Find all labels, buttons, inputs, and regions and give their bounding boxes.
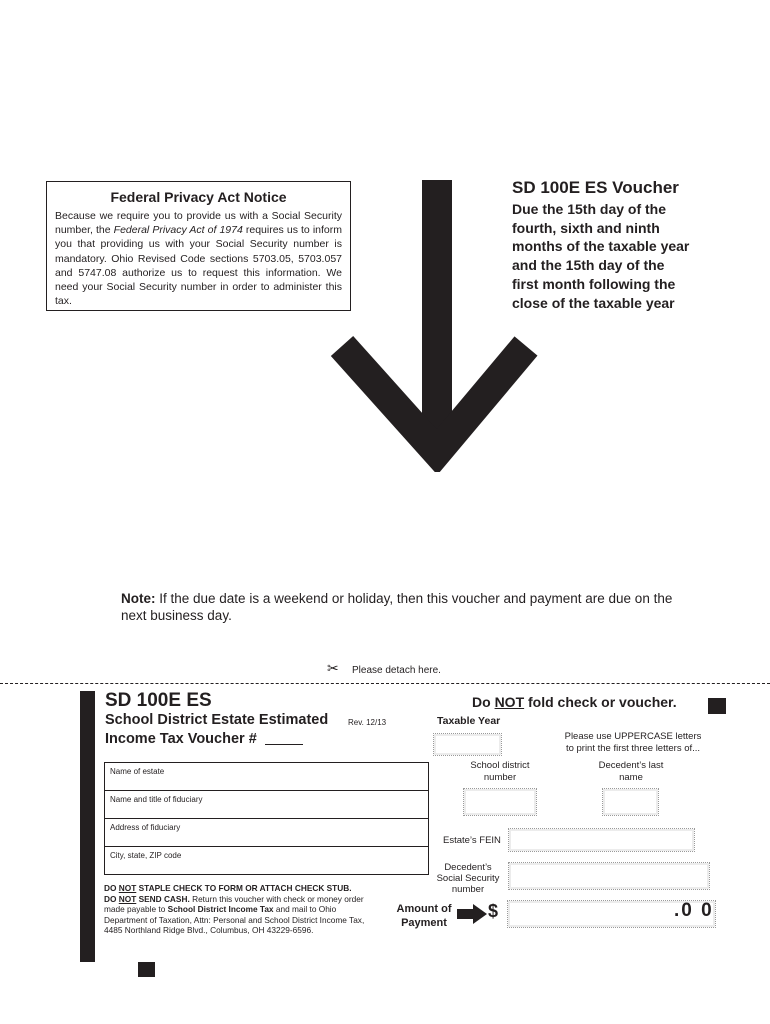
mailing-instructions — [104, 883, 368, 936]
field-label: Name of estate — [110, 767, 165, 776]
taxable-year-input[interactable] — [433, 733, 502, 756]
due-date-text — [512, 200, 742, 312]
due-date-note — [121, 590, 681, 624]
taxable-year-label: Taxable Year — [437, 715, 501, 727]
registration-mark — [138, 962, 155, 977]
city-state-zip-field[interactable] — [104, 846, 429, 875]
decedent-last-name-label: Decedent’s last name — [598, 760, 664, 783]
fein-input[interactable] — [508, 828, 695, 852]
privacy-notice-text — [55, 209, 342, 308]
voucher-number-line — [265, 744, 303, 745]
instr-text: DO — [104, 883, 119, 893]
form-code: SD 100E ES — [105, 690, 212, 711]
due-line: months of the taxable year — [512, 238, 690, 255]
uppercase-instruction: Please use UPPERCASE letters to print the first three letters of... — [564, 731, 702, 754]
ssn-label: Decedent’s Social Security number — [436, 862, 500, 895]
warning-text: fold check or voucher. — [524, 694, 677, 710]
instruction-line — [104, 894, 368, 936]
fein-label: Estate’s FEIN — [443, 835, 501, 846]
privacy-act-name: Federal Privacy Act of 1974 — [113, 224, 243, 237]
instr-not: NOT — [118, 883, 137, 893]
form-subtitle-line2: Income Tax Voucher # — [105, 731, 257, 747]
note-text: If the due date is a weekend or holiday, then this voucher and payment are due on the next business day. — [121, 591, 673, 623]
fiduciary-address-field[interactable] — [104, 818, 429, 847]
instr-text: DO — [104, 893, 119, 904]
field-label: Address of fiduciary — [110, 823, 181, 832]
no-fold-warning — [472, 694, 677, 710]
privacy-text-part1: Because we require you to provide us with a Social Security number, the — [55, 210, 342, 237]
decedent-last-name-input[interactable] — [602, 788, 659, 816]
school-district-label: School district number — [470, 760, 530, 783]
warning-not: NOT — [494, 694, 525, 710]
instr-not: NOT — [118, 893, 137, 904]
instr-text: Return this voucher with check or money order made payable to — [104, 893, 364, 914]
instruction-line — [104, 883, 368, 894]
detach-label: Please detach here. — [352, 665, 441, 676]
due-line: and the 15th day of the — [512, 257, 665, 274]
due-line: Due the 15th day of the — [512, 201, 667, 217]
privacy-text-part2: requires us to inform you that providing us with your Social Security number is mandatory. Ohio Revised Code sections 5703.05, 5703.057 and 5747.08 authorize us to request this information. We need your Social Security number in order to administer this tax. — [55, 224, 342, 308]
ssn-input[interactable] — [508, 862, 710, 890]
down-arrow-icon — [330, 180, 538, 472]
form-subtitle-line1: School District Estate Estimated — [105, 712, 329, 728]
field-label: Name and title of fiduciary — [110, 795, 203, 804]
amount-of-payment-label: Amount of Payment — [396, 903, 452, 929]
revision-label: Rev. 12/13 — [348, 718, 387, 727]
due-line: first month following the — [512, 275, 676, 292]
instr-text: and mail to Ohio Department of Taxation, Attn: Personal and School District Income Tax, 4485 Northland Ridge Blvd., Columbus, OH 43229-6596. — [104, 904, 365, 935]
payee-name: School District Income Tax — [167, 904, 274, 914]
privacy-notice-title: Federal Privacy Act Notice — [110, 189, 287, 205]
instr-text: STAPLE CHECK TO FORM OR ATTACH CHECK STUB. — [136, 883, 352, 893]
registration-mark — [708, 698, 726, 714]
arrow-right-icon — [457, 904, 487, 924]
fiduciary-name-field[interactable] — [104, 790, 429, 819]
scissors-icon: ✂ — [327, 660, 339, 676]
scan-bar — [80, 691, 95, 962]
privacy-notice-box — [46, 181, 351, 311]
due-line: fourth, sixth and ninth — [512, 219, 660, 236]
detach-line — [0, 683, 770, 684]
due-line: close of the taxable year — [512, 294, 675, 311]
school-district-input[interactable] — [463, 788, 537, 816]
note-label: Note: — [121, 591, 156, 606]
instr-text: SEND CASH. — [136, 893, 190, 904]
name-of-estate-field[interactable] — [104, 762, 429, 791]
warning-text: Do — [472, 694, 495, 710]
dollar-sign: $ — [488, 901, 499, 921]
field-label: City, state, ZIP code — [110, 851, 182, 860]
cents-label: .0 0 — [674, 900, 714, 921]
voucher-heading: SD 100E ES Voucher — [512, 178, 679, 197]
